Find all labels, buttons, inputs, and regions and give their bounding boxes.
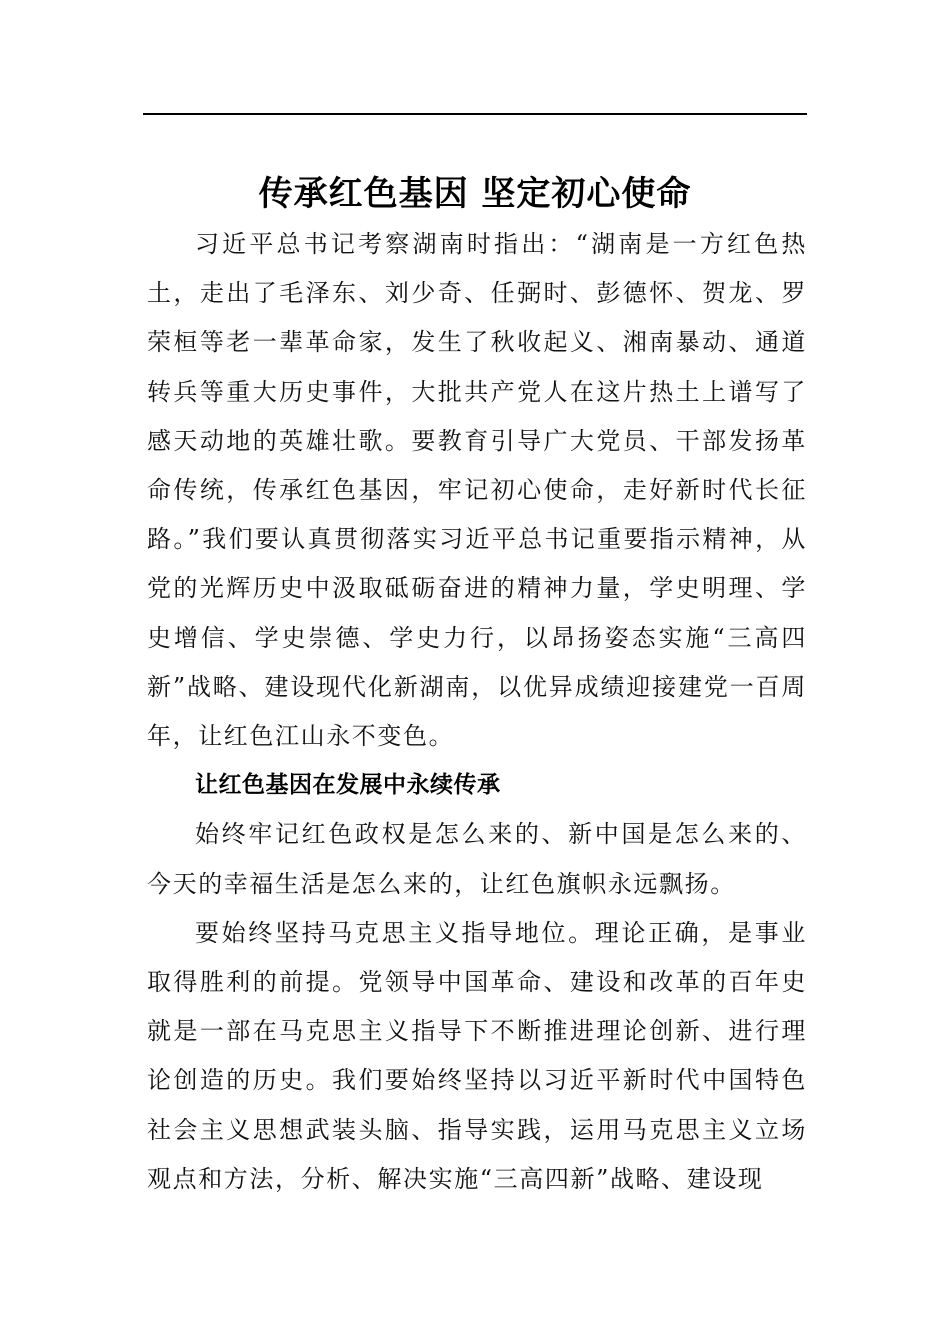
intro-paragraph: 习近平总书记考察湖南时指出：“湖南是一方红色热土，走出了毛泽东、刘少奇、任弼时、彭德怀、贺龙、罗荣桓等老一辈革命家，发生了秋收起义、湘南暴动、通道转兵等重大历史事件，大批共产党人在这片热土上谱写了感天动地的英雄壮歌。要教育引导广大党员、干部发扬革命传统，传承红色基因，牢记初心使命，走好新时代长征路。”我们要认真贯彻落实习近平总书记重要指示精神，从党的光辉历史中汲取砥砺奋进的精神力量，学史明理、学史增信、学史崇德、学史力行，以昂扬姿态实施“三高四新”战略、建设现代化新湖南，以优异成绩迎接建党一百周年，让红色江山永不变色。 [147,230,807,751]
document-body [147,220,807,1204]
header-rule [143,113,807,115]
body-paragraph: 要始终坚持马克思主义指导地位。理论正确，是事业取得胜利的前提。党领导中国革命、建设和改革的百年史就是一部在马克思主义指导下不断推进理论创新、进行理论创造的历史。我们要始终坚持以习近平新时代中国特色社会主义思想武装头脑、指导实践，运用马克思主义立场观点和方法，分析、解决实施“三高四新”战略、建设现 [147,918,807,1193]
document-title: 传承红色基因 坚定初心使命 [258,174,692,214]
body-paragraph: 始终牢记红色政权是怎么来的、新中国是怎么来的、今天的幸福生活是怎么来的，让红色旗帜永远飘扬。 [147,820,807,898]
section-heading: 让红色基因在发展中永续传承 [195,772,501,799]
